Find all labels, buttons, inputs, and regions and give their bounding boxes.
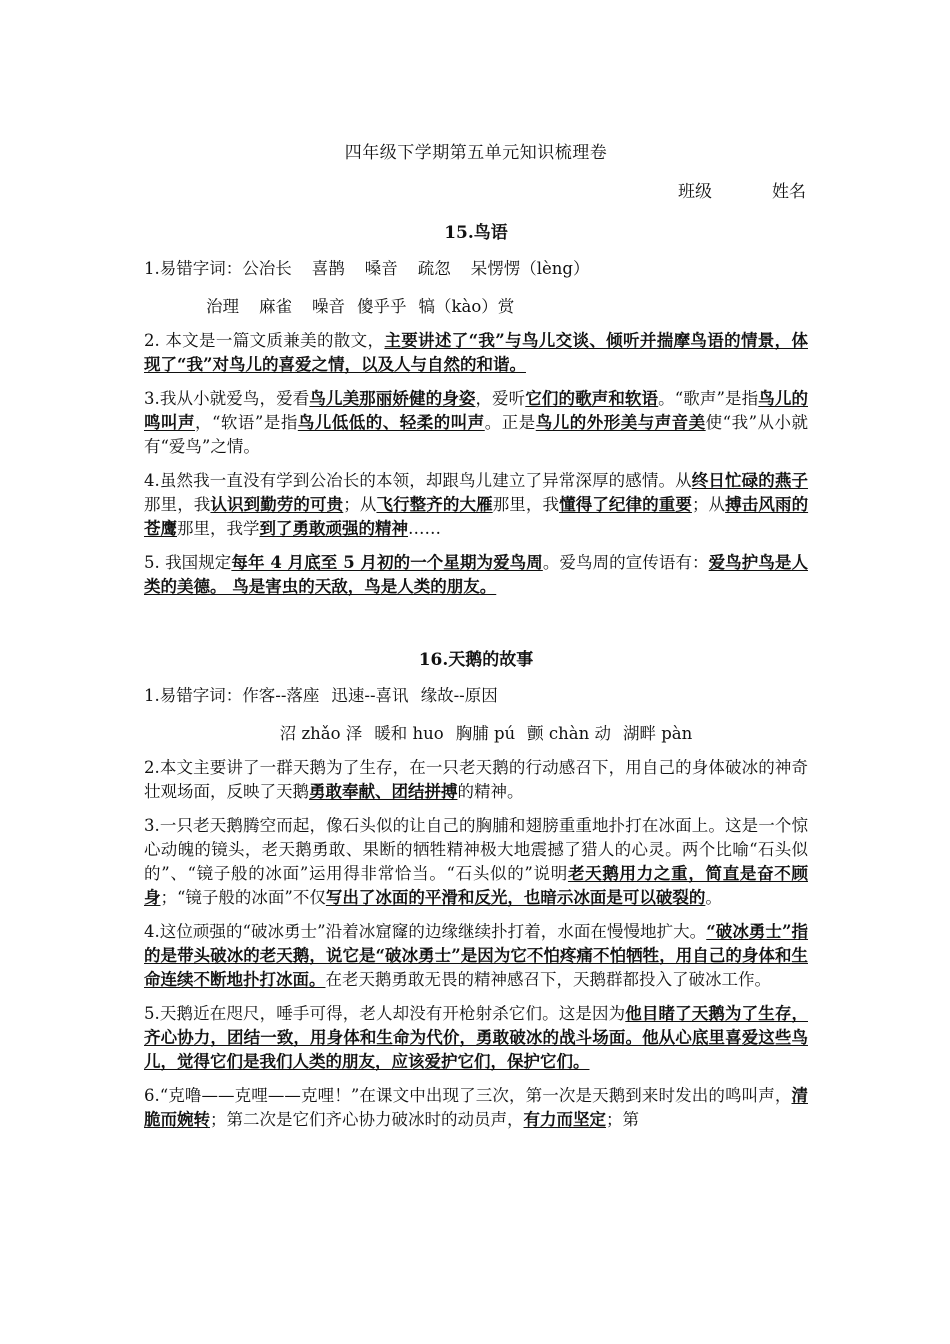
underlined-answer: 鸟儿的外形美与声音美 xyxy=(535,413,706,432)
underlined-answer: 有力而坚定 xyxy=(523,1110,606,1129)
text-segment: 在老天鹅勇敢无畏的精神感召下，天鹅群都投入了破冰工作。 xyxy=(325,970,771,989)
text-segment: 4.虽然我一直没有学到公冶长的本领，却跟鸟儿建立了异常深厚的感情。从 xyxy=(144,471,692,490)
s15-vocab-line-2 xyxy=(144,295,808,319)
text-segment: 呆愣愣（lèng） xyxy=(470,259,590,278)
s16-paragraph-5 xyxy=(144,1002,808,1074)
s16-vocab-line-2 xyxy=(144,722,808,746)
text-segment: ，爱听 xyxy=(475,389,526,408)
section-15-title: 15.鸟语 xyxy=(444,223,508,243)
text-segment: 5. 我国规定 xyxy=(144,553,232,572)
text-segment: 犒（kào）赏 xyxy=(418,297,515,316)
underlined-answer: 写出了冰面的平滑和反光，也暗示冰面是可以破裂的 xyxy=(325,888,706,907)
text-segment: 胸脯 pú xyxy=(455,724,516,743)
text-segment: ，“软语”是指 xyxy=(194,413,298,432)
section-16-title: 16.天鹅的故事 xyxy=(418,650,534,670)
underlined-answer: 每年 4 月底至 5 月初的一个星期为爱鸟周 xyxy=(231,553,543,572)
underlined-answer: 主要讲述了“我”与鸟儿交谈、倾听并揣摩鸟语的情景，体现了“我”对鸟儿的喜爱之情，以及人与自然的和谐。 xyxy=(144,331,808,374)
text-segment: 6.“克噜——克哩——克哩！”在课文中出现了三次，第一次是天鹅到来时发出的鸣叫声， xyxy=(144,1086,792,1105)
text-segment: 4.这位顽强的“破冰勇士”沿着冰窟窿的边缘继续扑打着，水面在慢慢地扩大。 xyxy=(144,922,707,941)
text-segment: 迅速--喜讯 xyxy=(331,686,409,705)
text-segment: ；从 xyxy=(343,495,377,514)
underlined-answer: 老天鹅用力之重，简直是奋不顾身 xyxy=(144,864,808,907)
underlined-answer: 鸟儿低低的、轻柔的叫声 xyxy=(297,413,485,432)
text-segment: 5.天鹅近在咫尺，唾手可得，老人却没有开枪射杀它们。这是因为 xyxy=(144,1004,626,1023)
s15-paragraph-4 xyxy=(144,469,808,541)
underlined-answer: 到了勇敢顽强的精神 xyxy=(259,519,408,538)
text-segment: 的精神。 xyxy=(457,782,524,801)
text-segment: 暖和 huo xyxy=(374,724,444,743)
s16-paragraph-2 xyxy=(144,756,808,804)
s15-paragraph-3 xyxy=(144,387,808,459)
text-segment: 湖畔 pàn xyxy=(623,724,693,743)
text-segment: 。正是 xyxy=(484,413,536,432)
underlined-answer: 终日忙碌的燕子 xyxy=(691,471,808,490)
underlined-answer: 鸟儿的鸣叫声 xyxy=(144,389,808,432)
text-segment: …… xyxy=(408,519,441,538)
text-segment: 。爱鸟周的宣传语有： xyxy=(542,553,709,572)
underlined-answer: 认识到勤劳的可贵 xyxy=(210,495,344,514)
text-segment: 2.本文主要讲了一群天鹅为了生存，在一只老天鹅的行动感召下，用自己的身体破冰的神奇壮观场面，反映了天鹅 xyxy=(144,758,808,801)
text-segment: ；从 xyxy=(691,495,726,514)
underlined-answer: 清脆而婉转 xyxy=(144,1086,808,1129)
text-segment: 麻雀 xyxy=(259,297,292,316)
underlined-answer: 懂得了纪律的重要 xyxy=(559,495,692,514)
text-segment: 作客--落座 xyxy=(242,686,320,705)
text-segment: 。 xyxy=(705,888,722,907)
text-segment: ；第 xyxy=(606,1110,639,1129)
text-segment: 那里，我 xyxy=(492,495,560,514)
text-segment: 缘故--原因 xyxy=(420,686,498,705)
text-segment: 疏忽 xyxy=(417,259,451,278)
text-segment: 那里，我学 xyxy=(177,519,260,538)
text-segment: ；第二次是它们齐心协力破冰时的动员声， xyxy=(210,1110,524,1129)
underlined-answer: 爱鸟护鸟是人类的美德。 鸟是害虫的天敌，鸟是人类的朋友。 xyxy=(144,553,808,596)
text-segment: 1.易错字词： xyxy=(144,686,243,705)
text-segment: 公冶长 xyxy=(242,259,292,278)
class-name-line xyxy=(144,177,808,202)
underlined-answer: 飞行整齐的大雁 xyxy=(376,495,493,514)
s16-vocab-line-1 xyxy=(144,684,808,708)
text-segment: 1.易错字词： xyxy=(144,259,243,278)
text-segment: 颤 chàn 动 xyxy=(527,724,611,743)
underlined-answer: 勇敢奉献、团结拼搏 xyxy=(309,782,458,801)
underlined-answer: 它们的歌声和软语 xyxy=(525,389,659,408)
document-page xyxy=(144,134,808,1132)
text-segment: 噪音 xyxy=(312,297,345,316)
document-title: 四年级下学期第五单元知识梳理卷 xyxy=(344,143,608,163)
s16-paragraph-4 xyxy=(144,920,808,992)
text-segment: 3.我从小就爱鸟，爱看 xyxy=(144,389,310,408)
name-label: 姓名 xyxy=(772,182,806,202)
class-label: 班级 xyxy=(678,182,712,202)
s15-paragraph-2 xyxy=(144,329,808,377)
s15-vocab-line-1 xyxy=(144,257,808,281)
text-segment: 2. 本文是一篇文质兼美的散文， xyxy=(144,331,385,350)
text-segment: 喜鹊 xyxy=(311,259,345,278)
s16-paragraph-6 xyxy=(144,1084,808,1132)
text-segment: ；“镜子般的冰面”不仅 xyxy=(160,888,326,907)
text-segment: 。“歌声”是指 xyxy=(658,389,759,408)
underlined-answer: “破冰勇士”指的是带头破冰的老天鹅，说它是“破冰勇士”是因为它不怕疼痛不怕牺牲，用自己的身体和生命连续不断地扑打冰面。 xyxy=(144,922,808,989)
text-segment: 沼 zhǎo 泽 xyxy=(279,724,363,743)
text-segment: 那里，我 xyxy=(144,495,211,514)
s16-paragraph-3 xyxy=(144,814,808,910)
s15-paragraph-5 xyxy=(144,551,808,599)
underlined-answer: 鸟儿美那丽娇健的身姿 xyxy=(309,389,476,408)
underlined-answer: 搏击风雨的苍鹰 xyxy=(144,495,809,538)
underlined-answer: 他目睹了天鹅为了生存，齐心协力，团结一致，用身体和生命为代价，勇敢破冰的战斗场面。他从心底里喜爱这些鸟儿，觉得它们是我们人类的朋友，应该爱护它们，保护它们。 xyxy=(144,1004,808,1071)
text-segment: 使“我”从小就有“爱鸟”之情。 xyxy=(144,413,809,456)
text-segment: 3.一只老天鹅腾空而起，像石头似的让自己的胸脯和翅膀重重地扑打在冰面上。这是一个惊心动魄的镜头，老天鹅勇敢、果断的牺牲精神极大地震撼了猎人的心灵。两个比喻“石头似的”、“镜子般的冰面”运用得非常恰当。“石头似的”说明 xyxy=(144,816,808,883)
text-segment: 嗓音 xyxy=(364,259,398,278)
text-segment: 傻乎乎 xyxy=(357,297,407,316)
text-segment: 治理 xyxy=(206,297,239,316)
